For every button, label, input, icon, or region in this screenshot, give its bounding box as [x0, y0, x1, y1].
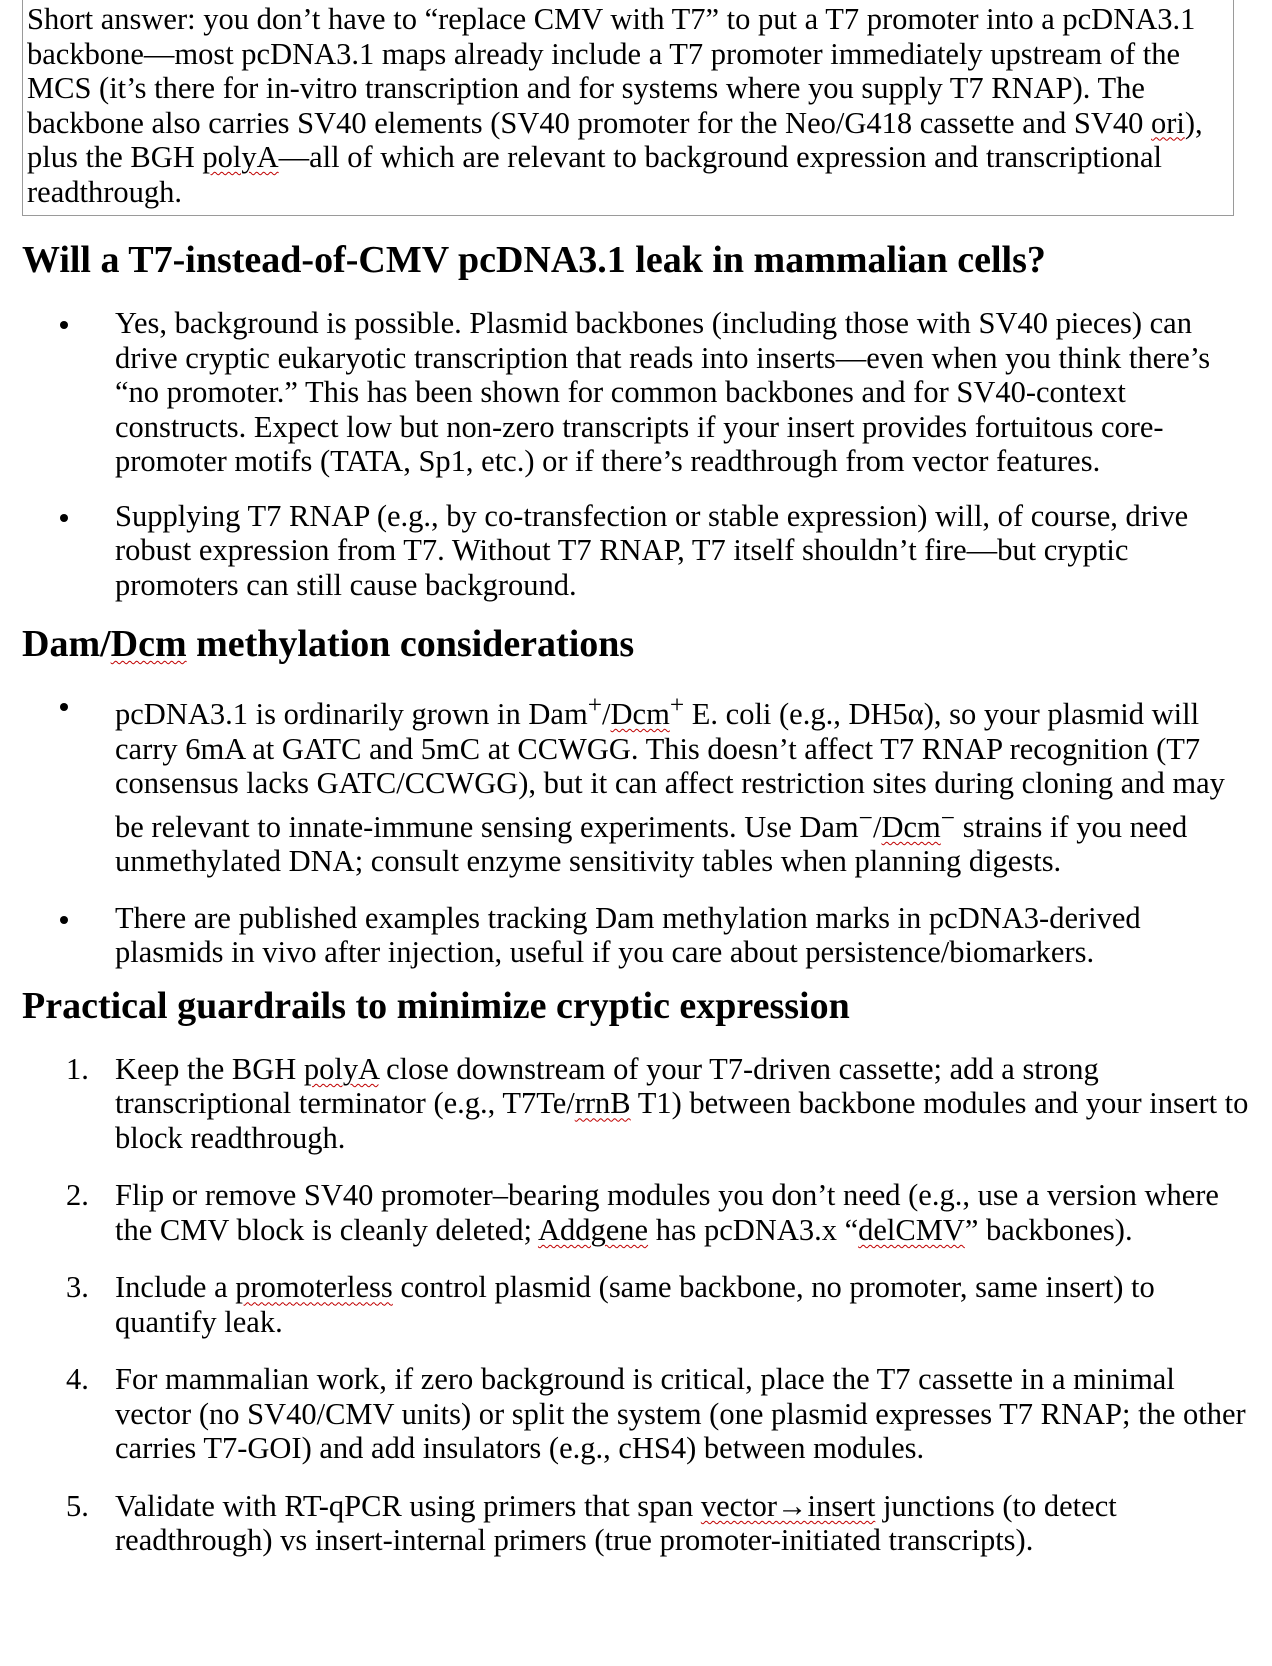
spellcheck-word-vector-insert: vector→insert [700, 1488, 876, 1523]
item-text [115, 1052, 1248, 1155]
superscript: + [587, 691, 603, 719]
heading-guardrails: Practical guardrails to minimize cryptic expression [22, 984, 850, 1027]
intro-text-2: ), plus the BGH [27, 105, 1203, 174]
text-run: close downstream of your T7-driven cassette; add a strong transcriptional terminator (e.g., T7Te/ [115, 1051, 1099, 1121]
list-item [22, 306, 1255, 479]
bullet-text: Yes, background is possible. Plasmid backbones (including those with SV40 pieces) can drive cryptic eukaryotic transcription that reads into inserts—even when you think there’s “no promoter.” This has been shown for common backbones and for SV40-context constructs. Expect low but non-zero transcripts if your insert provides fortuitous core-promoter motifs (TATA, Sp1, etc.) or if there’s readthrough from vector features. [115, 306, 1211, 478]
list-number: 3. [66, 1270, 89, 1305]
text-run: Keep the BGH [115, 1051, 304, 1086]
list-number: 4. [66, 1362, 89, 1397]
spellcheck-word-delcmv: delCMV [858, 1212, 965, 1247]
text-run: Include a [115, 1270, 236, 1305]
superscript: − [858, 803, 873, 832]
text-run: Flip or remove SV40 promoter–bearing modules you don’t need (e.g., use a version where the CMV block is cleanly deleted; [115, 1178, 1219, 1247]
spellcheck-word-promoterless: promoterless [235, 1270, 393, 1305]
bullet-icon [60, 703, 68, 711]
leak-bullet-list [22, 306, 1260, 602]
text-run: / [602, 697, 611, 732]
text-run: has pcDNA3.x “ [648, 1212, 859, 1247]
bullet-text: Supplying T7 RNAP (e.g., by co-transfection or stable expression) will, of course, drive robust expression from T7. Without T7 RNAP, T7 itself shouldn’t fire—but cryptic promoters can still cause background. [115, 498, 1189, 602]
spellcheck-word-polya: polyA [303, 1051, 379, 1086]
text-run: ” backbones). [964, 1212, 1133, 1247]
text-run: Validate with RT-qPCR using primers that span [115, 1488, 701, 1523]
item-text [115, 1489, 1117, 1558]
heading-dam-dcm [22, 622, 1260, 666]
spellcheck-word-ori: ori [1150, 105, 1185, 140]
list-item [22, 1362, 1255, 1466]
heading-t7-leak: Will a T7-instead-of-CMV pcDNA3.1 leak in mammalian cells? [22, 239, 1046, 281]
list-item [22, 688, 1255, 879]
bullet-icon [60, 514, 68, 522]
spellcheck-word-dcm: Dcm [110, 623, 187, 665]
spellcheck-word-rrnb: rrnB [574, 1086, 631, 1121]
list-number: 5. [66, 1488, 89, 1523]
bullet-text: There are published examples tracking Dam methylation marks in pcDNA3-derived plasmids in vivo after injection, useful if you care about persistence/biomarkers. [115, 900, 1141, 970]
list-item [22, 499, 1255, 603]
methylation-bullet-list [22, 688, 1260, 970]
guardrails-numbered-list [22, 1052, 1260, 1558]
intro-text-1: Short answer: you don’t have to “replace CMV with T7” to put a T7 promoter into a pcDNA3.1 backbone—most pcDNA3.1 maps already include a T7 promoter immediately upstream of the MCS (it’s there for in-vitro transcription and for systems where you supply T7 RNAP). The backbone also carries SV40 elements (SV40 promoter for the Neo/G418 cassette and SV40 [27, 2, 1196, 140]
bullet-icon [60, 916, 68, 924]
superscript: + [669, 691, 685, 719]
bullet-icon [60, 321, 68, 329]
text-run: E. coli (e.g., DH5α), so your plasmid will carry 6mA at GATC and 5mC at CCWGG. This doesn’t affect T7 RNAP recognition (T7 consensus lacks GATC/CCWGG), but it can affect restriction sites during cloning and may be relevant to innate-immune sensing experiments. Use Dam [115, 697, 1225, 844]
text-run: / [873, 809, 882, 844]
spellcheck-word-polya: polyA [202, 140, 279, 174]
text-run: T1) between backbone modules and your insert to block readthrough. [115, 1086, 1249, 1155]
item-text: For mammalian work, if zero background is critical, place the T7 cassette in a minimal vector (no SV40/CMV units) or split the system (one plasmid expresses T7 RNAP; the other carries T7-GOI) and add insulators (e.g., cHS4) between modules. [115, 1362, 1246, 1466]
list-item [22, 1178, 1255, 1247]
spellcheck-word-dcm: Dcm [610, 697, 670, 732]
intro-paragraph [22, 0, 1234, 216]
list-number: 2. [66, 1178, 89, 1213]
list-number: 1. [66, 1051, 89, 1086]
heading-part: Dam/ [22, 623, 111, 665]
superscript: − [940, 803, 956, 832]
list-item [22, 1489, 1255, 1558]
text-run: control plasmid (same backbone, no promoter, same insert) to quantify leak. [115, 1270, 1155, 1339]
list-item [22, 1052, 1255, 1156]
list-item [22, 901, 1255, 970]
spellcheck-word-dcm: Dcm [881, 809, 941, 844]
item-text [115, 1270, 1155, 1339]
heading-part: methylation considerations [186, 623, 635, 665]
item-text [115, 1178, 1219, 1247]
text-run: pcDNA3.1 is ordinarily grown in Dam [115, 697, 588, 732]
text-run: strains if you need unmethylated DNA; consult enzyme sensitivity tables when planning digests. [115, 809, 1188, 879]
spellcheck-word-addgene: Addgene [537, 1212, 649, 1247]
bullet-text [115, 691, 1225, 879]
intro-text-3: —all of which are relevant to background expression and transcriptional readthrough. [27, 140, 1162, 209]
text-run: junctions (to detect readthrough) vs insert-internal primers (true promoter-initiated transcripts). [115, 1488, 1117, 1558]
list-item [22, 1270, 1255, 1339]
document-page [22, 0, 1260, 1558]
